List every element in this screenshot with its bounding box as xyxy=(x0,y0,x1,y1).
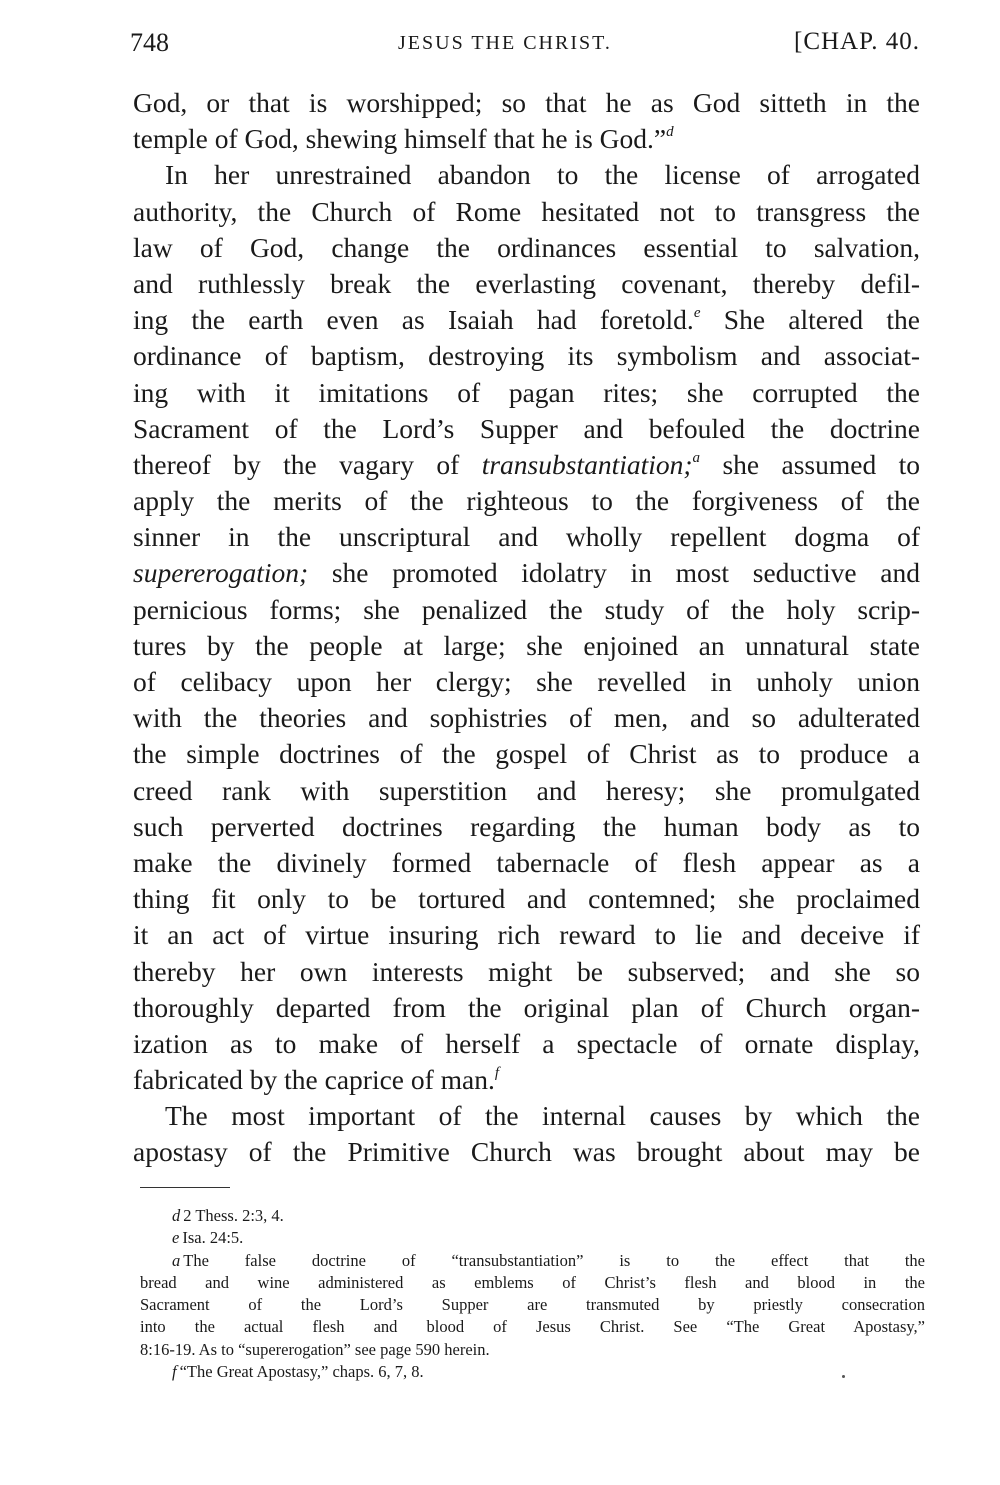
text-line: Sacrament of the Lord’s Supper and befouled the doctrine xyxy=(133,412,920,444)
main-text xyxy=(133,85,920,1171)
footnote-f: f “The Great Apostasy,” chaps. 6, 7, 8. xyxy=(172,1362,424,1382)
italic-term: transubstantiation; xyxy=(481,448,693,480)
text-line: temple of God, shewing himself that he is God.”$^d$ xyxy=(133,123,674,155)
footnote-d: d 2 Thess. 2:3, 4. xyxy=(172,1206,284,1225)
footnote-a: a The false doctrine of “transubstantiation” is to the effect that the bread and wine administered as emblems of Christ’s flesh and blood in the Sacrament of the Lord’s Supper are transmuted by priestly consecration into the actual flesh and blood of Jesus Christ. See “The Great Apostasy,” 8:16-19. As to “supererogation” see page 590 herein. xyxy=(140,1250,925,1359)
text-line: fabricated by the caprice of man.$^f$ xyxy=(133,1064,500,1096)
text-line: thereof by the vagary of transubstantiation;$^a$ she assumed to xyxy=(133,448,920,480)
text-line: creed rank with superstition and heresy; she promulgated xyxy=(133,774,920,806)
paragraph-first-line: In her unrestrained abandon to the license of arrogated xyxy=(165,159,920,191)
text-line: such perverted doctrines regarding the human body as to xyxy=(133,810,920,842)
text-line: ing with it imitations of pagan rites; she corrupted the xyxy=(133,376,920,408)
text-line: supererogation; she promoted idolatry in most seductive and xyxy=(133,557,920,589)
text-line: thoroughly departed from the original plan of Church organ- xyxy=(133,991,920,1023)
text-line: ing the earth even as Isaiah had foretold.$^e$ She altered the xyxy=(133,304,920,336)
text-line: law of God, change the ordinances essential to salvation, xyxy=(133,231,920,263)
text-line: thing fit only to be tortured and contemned; she proclaimed xyxy=(133,883,920,915)
text-line: ordinance of baptism, destroying its symbolism and associat- xyxy=(133,340,920,372)
paragraph-first-line: The most important of the internal causes by which the xyxy=(165,1100,920,1132)
footnote-e: e Isa. 24:5. xyxy=(172,1228,244,1248)
text-line: thereby her own interests might be subserved; and she so xyxy=(133,955,920,987)
footnote-marker: a xyxy=(692,449,701,466)
text-line: God, or that is worshipped; so that he as God sitteth in the xyxy=(133,87,920,118)
italic-term: supererogation; xyxy=(133,557,309,589)
page-number: 748 xyxy=(130,28,169,57)
text-line: apostasy of the Primitive Church was brought about may be xyxy=(133,1136,920,1168)
text-line: it an act of virtue insuring rich reward to lie and deceive if xyxy=(133,919,920,951)
text-line: sinner in the unscriptural and wholly repellent dogma of xyxy=(133,521,920,553)
running-header xyxy=(130,24,920,64)
running-title: JESUS THE CHRIST. xyxy=(398,32,612,54)
text-line: with the theories and sophistries of men, and so adulterated xyxy=(133,702,920,734)
chapter-label: [CHAP. 40. xyxy=(794,28,920,55)
footnote-marker: e xyxy=(693,305,701,322)
text-line: apply the merits of the righteous to the forgiveness of the xyxy=(133,485,920,517)
print-speck xyxy=(842,1375,845,1378)
text-line: ization as to make of herself a spectacle of ornate display, xyxy=(133,1027,920,1059)
text-line: authority, the Church of Rome hesitated not to transgress the xyxy=(133,195,920,227)
text-line: the simple doctrines of the gospel of Christ as to produce a xyxy=(133,738,920,770)
footnote-marker: d xyxy=(666,124,674,141)
text-line: make the divinely formed tabernacle of flesh appear as a xyxy=(133,846,920,878)
footnotes xyxy=(140,1205,925,1383)
text-line: tures by the people at large; she enjoined an unnatural state xyxy=(133,629,920,661)
footnote-divider xyxy=(140,1187,230,1188)
footnote-marker: f xyxy=(494,1065,500,1082)
text-line: and ruthlessly break the everlasting covenant, thereby defil- xyxy=(133,267,920,299)
text-line: of celibacy upon her clergy; she revelled in unholy union xyxy=(133,666,920,697)
text-line: pernicious forms; she penalized the study of the holy scrip- xyxy=(133,593,920,625)
